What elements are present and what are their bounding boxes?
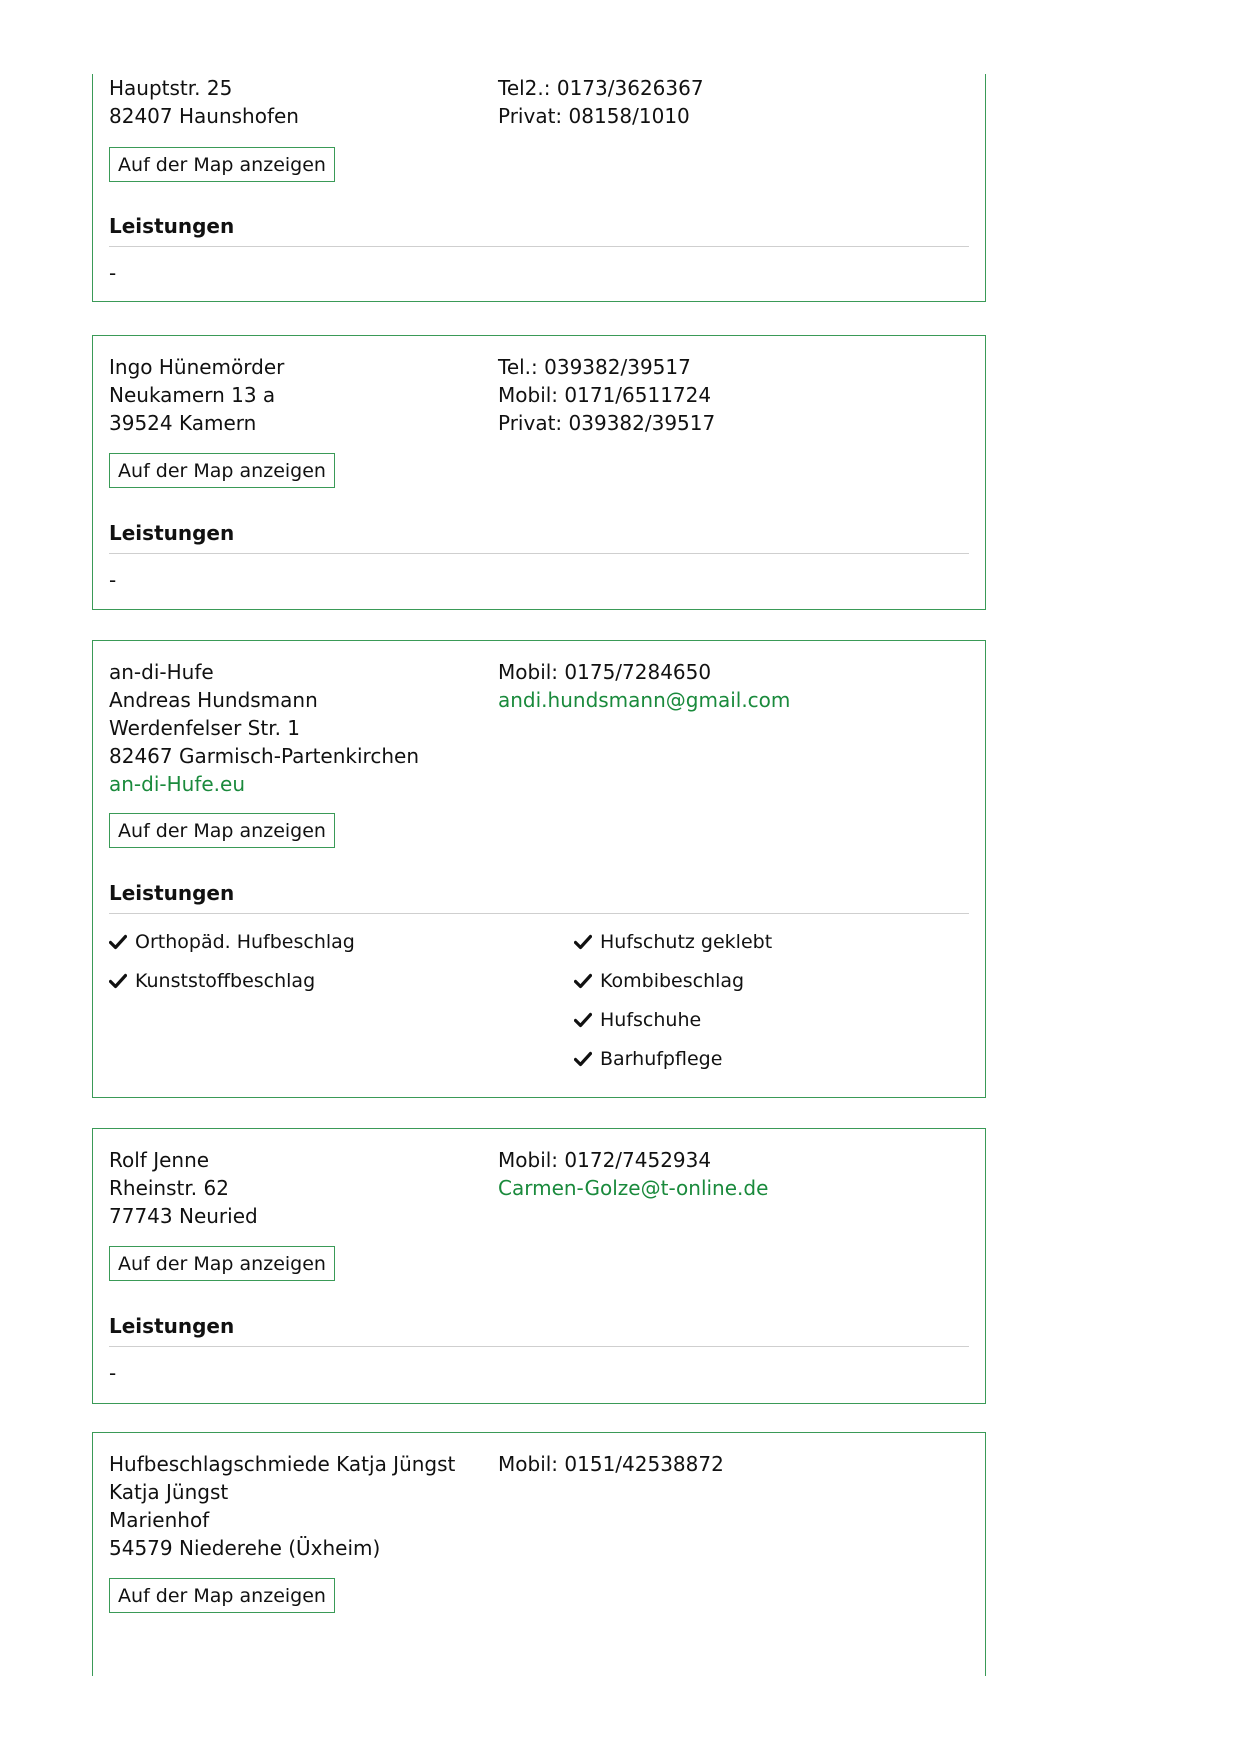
service-item	[109, 969, 315, 993]
divider	[109, 913, 969, 914]
phone-line: Mobil: 0175/7284650	[498, 660, 712, 684]
listing-card	[92, 1128, 986, 1404]
address-line: 82407 Haunshofen	[109, 104, 299, 128]
show-on-map-button[interactable]: Auf der Map anzeigen	[109, 147, 335, 182]
listing-card	[92, 335, 986, 610]
phone-line: Privat: 039382/39517	[498, 411, 716, 435]
services-heading: Leistungen	[109, 1314, 235, 1338]
service-item	[109, 930, 355, 954]
show-on-map-button[interactable]: Auf der Map anzeigen	[109, 453, 335, 488]
address-line: Werdenfelser Str. 1	[109, 716, 301, 740]
email-link[interactable]: andi.hundsmann@gmail.com	[498, 688, 791, 712]
phone-line: Tel2.: 0173/3626367	[498, 76, 704, 100]
service-item	[574, 1047, 722, 1071]
address-line: Marienhof	[109, 1508, 210, 1532]
checkmark-icon	[574, 969, 594, 993]
services-empty: -	[109, 261, 117, 285]
company-name: Hufbeschlagschmiede Katja Jüngst	[109, 1452, 456, 1476]
show-on-map-button[interactable]: Auf der Map anzeigen	[109, 813, 335, 848]
listing-card	[92, 74, 986, 302]
service-item	[574, 969, 744, 993]
address-line: 39524 Kamern	[109, 411, 257, 435]
checkmark-icon	[109, 930, 129, 954]
divider	[109, 246, 969, 247]
show-on-map-button[interactable]: Auf der Map anzeigen	[109, 1246, 335, 1281]
phone-line: Mobil: 0172/7452934	[498, 1148, 712, 1172]
divider	[109, 553, 969, 554]
services-heading: Leistungen	[109, 214, 235, 238]
address-line: 82467 Garmisch-Partenkirchen	[109, 744, 419, 768]
checkmark-icon	[109, 969, 129, 993]
service-label: Hufschutz geklebt	[600, 931, 773, 953]
phone-line: Privat: 08158/1010	[498, 104, 690, 128]
address-line: Hauptstr. 25	[109, 76, 233, 100]
company-name: an-di-Hufe	[109, 660, 214, 684]
name-line: Ingo Hünemörder	[109, 355, 285, 379]
checkmark-icon	[574, 1047, 594, 1071]
service-item	[574, 930, 772, 954]
service-label: Barhufpflege	[600, 1048, 723, 1070]
service-item	[574, 1008, 701, 1032]
service-label: Kombibeschlag	[600, 970, 745, 992]
listing-card	[92, 1432, 986, 1676]
listing-card	[92, 640, 986, 1098]
phone-line: Mobil: 0171/6511724	[498, 383, 712, 407]
email-link[interactable]: Carmen-Golze@t-online.de	[498, 1176, 769, 1200]
service-label: Hufschuhe	[600, 1009, 702, 1031]
service-label: Orthopäd. Hufbeschlag	[135, 931, 355, 953]
address-line: Rheinstr. 62	[109, 1176, 229, 1200]
name-line: Katja Jüngst	[109, 1480, 229, 1504]
phone-line: Tel.: 039382/39517	[498, 355, 691, 379]
name-line: Andreas Hundsmann	[109, 688, 318, 712]
services-empty: -	[109, 1361, 117, 1385]
name-line: Rolf Jenne	[109, 1148, 210, 1172]
divider	[109, 1346, 969, 1347]
services-heading: Leistungen	[109, 521, 235, 545]
services-heading: Leistungen	[109, 881, 235, 905]
address-line: 77743 Neuried	[109, 1204, 258, 1228]
phone-line: Mobil: 0151/42538872	[498, 1452, 724, 1476]
checkmark-icon	[574, 930, 594, 954]
address-line: 54579 Niederehe (Üxheim)	[109, 1536, 381, 1560]
address-line: Neukamern 13 a	[109, 383, 276, 407]
checkmark-icon	[574, 1008, 594, 1032]
services-empty: -	[109, 568, 117, 592]
website-link[interactable]: an-di-Hufe.eu	[109, 772, 246, 796]
show-on-map-button[interactable]: Auf der Map anzeigen	[109, 1578, 335, 1613]
service-label: Kunststoffbeschlag	[135, 970, 316, 992]
